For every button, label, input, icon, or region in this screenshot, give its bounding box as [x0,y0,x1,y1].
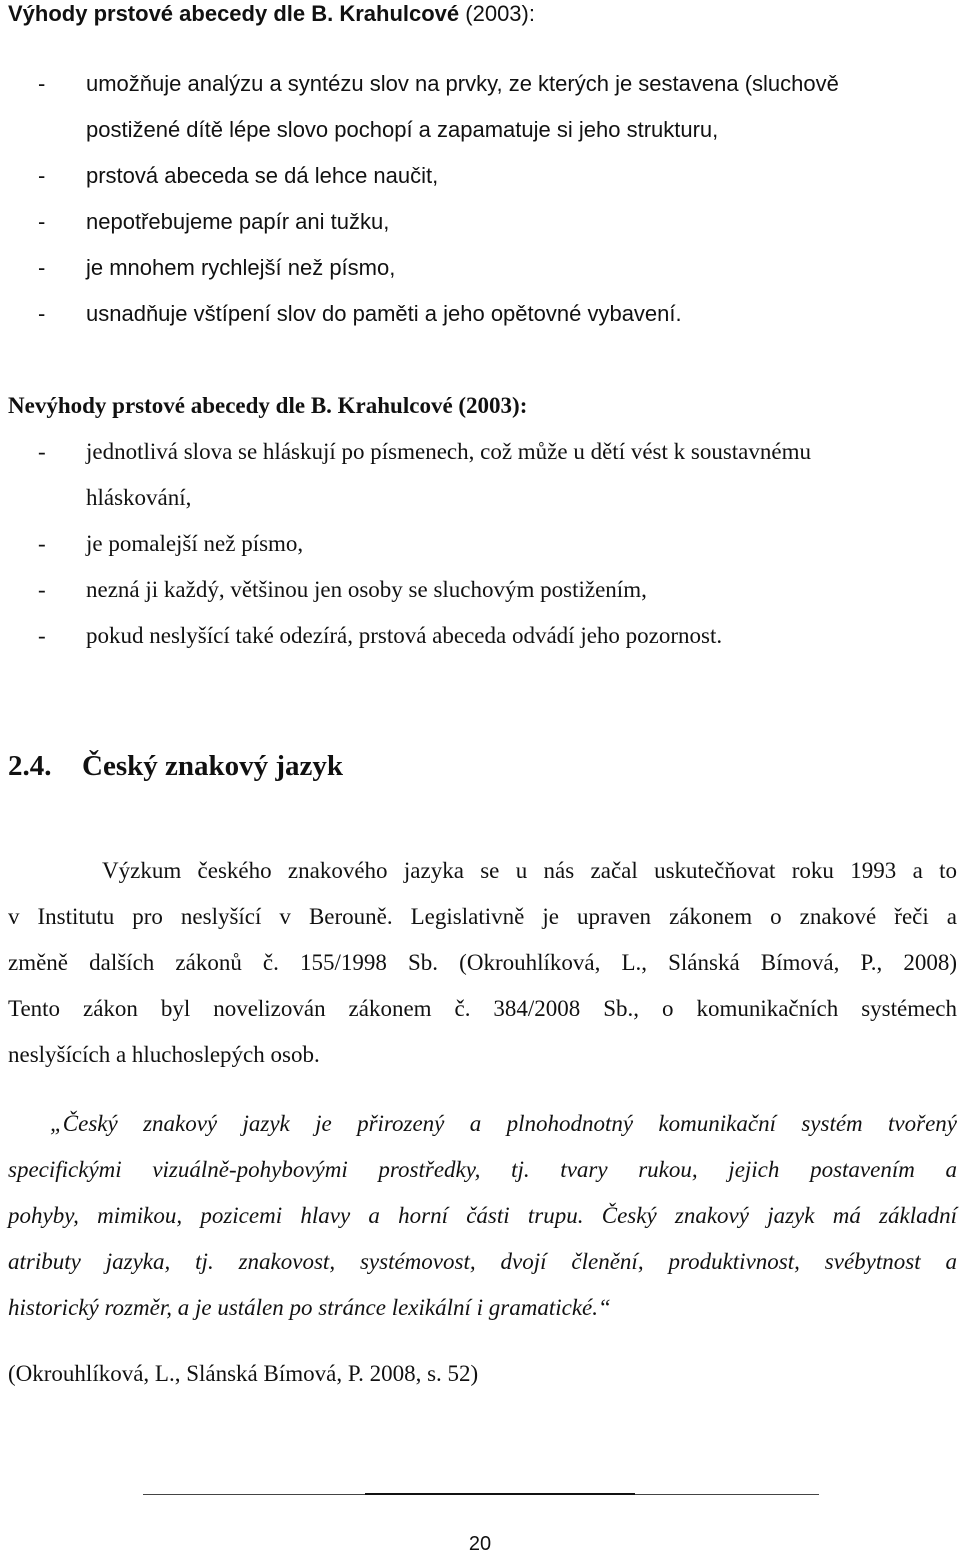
list-item-text: pokud neslyšící také odezírá, prstová abeceda odvádí jeho pozornost. [86,623,723,648]
list-item [0,70,960,142]
paragraph-line: změně dalších zákonů č. 155/1998 Sb. (Okrouhlíková, L., Slánská Bímová, P., 2008) [8,950,957,975]
bullet-dash: - [38,255,46,280]
list-item-text: nepotřebujeme papír ani tužku, [86,209,390,234]
list-item-continuation: hláskování, [86,485,192,510]
list-item-text: je mnohem rychlejší než písmo, [86,255,396,280]
list-item-text: nezná ji každý, většinou jen osoby se sluchovým postižením, [86,577,647,602]
page-number: 20 [468,1533,492,1555]
section-heading [8,748,343,784]
section-title: Český znakový jazyk [82,750,344,782]
disadvantages-heading: Nevýhody prstové abecedy dle B. Krahulcové (2003): [8,393,528,418]
list-item-continuation: postižené dítě lépe slovo pochopí a zapamatuje si jeho strukturu, [86,117,719,142]
footer-divider [143,1494,819,1495]
section-number: 2.4. [8,750,52,782]
list-item-text: je pomalejší než písmo, [86,531,304,556]
paragraph-line: Výzkum českého znakového jazyka se u nás začal uskutečňovat roku 1993 a to [102,858,957,883]
bullet-dash: - [38,71,46,96]
citation: (Okrouhlíková, L., Slánská Bímová, P. 2008, s. 52) [8,1361,479,1386]
list-item [0,300,960,346]
bullet-dash: - [38,439,46,464]
bullet-dash: - [38,163,46,188]
bullet-dash: - [38,301,46,326]
list-item [0,254,960,300]
list-item [0,162,960,208]
body-paragraph [8,848,957,1078]
quote-line: pohyby, mimikou, pozicemi hlavy a horní části trupu. Český znakový jazyk má základní [8,1203,957,1228]
advantages-heading-year: (2003): [459,1,535,26]
list-item [0,208,960,254]
list-item-text: usnadňuje vštípení slov do paměti a jeho opětovné vybavení. [86,301,682,326]
quote-line: specifickými vizuálně-pohybovými prostředky, tj. tvary rukou, jejich postavením a [8,1157,957,1182]
quote-line: historický rozměr, a je ustálen po stránce lexikální i gramatické.“ [8,1295,611,1320]
quote-line: „Český znakový jazyk je přirozený a plnohodnotný komunikační systém tvořený [50,1111,957,1136]
quote-paragraph [8,1101,957,1331]
paragraph-line: neslyšících a hluchoslepých osob. [8,1042,320,1067]
bullet-dash: - [38,209,46,234]
list-item-text: jednotlivá slova se hláskují po písmenech, což může u dětí vést k soustavnému [86,439,811,464]
bullet-dash: - [38,577,46,602]
list-item-text: umožňuje analýzu a syntézu slov na prvky, ze kterých je sestavena (sluchově [86,71,839,96]
paragraph-line: v Institutu pro neslyšící v Berouně. Legislativně je upraven zákonem o znakové řeči a [8,904,957,929]
list-item [0,438,960,510]
footer-divider-accent [365,1493,635,1495]
paragraph-line: Tento zákon byl novelizován zákonem č. 384/2008 Sb., o komunikačních systémech [8,996,957,1021]
list-item [0,622,960,668]
advantages-heading-bold: Výhody prstové abecedy dle B. Krahulcové [8,1,460,26]
bullet-dash: - [38,531,46,556]
list-item [0,576,960,622]
advantages-heading [8,0,535,28]
quote-line: atributy jazyka, tj. znakovost, systémovost, dvojí členění, produktivnost, svébytnost a [8,1249,957,1274]
list-item-text: prstová abeceda se dá lehce naučit, [86,163,439,188]
bullet-dash: - [38,623,46,648]
list-item [0,530,960,576]
